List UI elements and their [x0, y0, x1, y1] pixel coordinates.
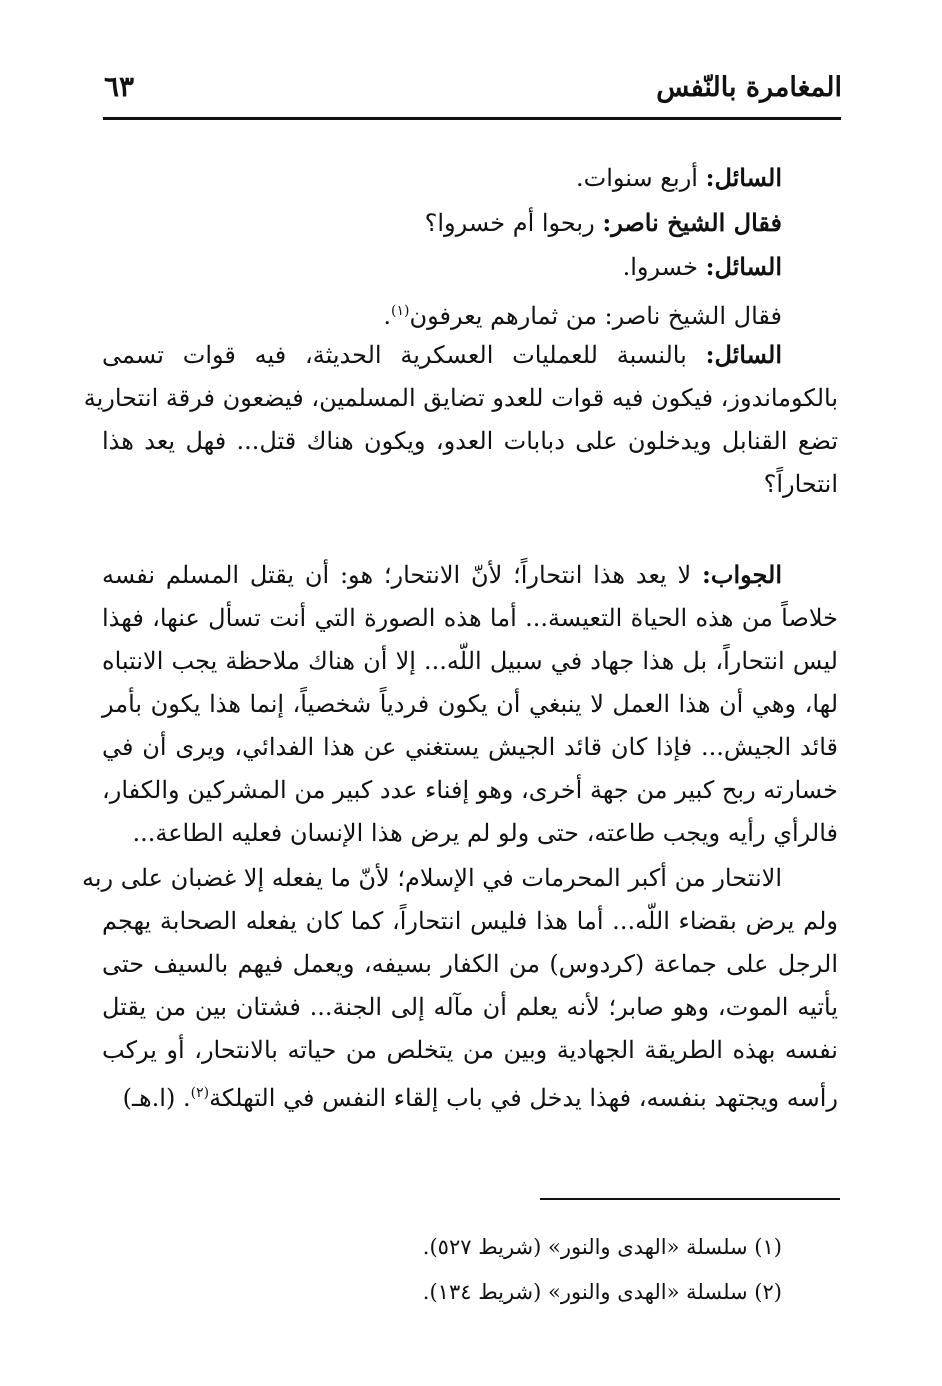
line-text: فقال الشيخ ناصر: من ثمارهم يعرفون — [409, 302, 782, 330]
line-text: . (ا.هـ) — [122, 1084, 191, 1112]
text-line — [102, 684, 838, 724]
footnote-divider — [540, 1198, 840, 1200]
text-line — [102, 421, 838, 461]
line-text: فالرأي رأيه ويجب طاعته، حتى ولو لم يرض هذا الإنسان فعليه الطاعة... — [132, 819, 838, 847]
line-text: خسارته ربح كبير من جهة أخرى، وهو إفناء عدد كبير من المشركين والكفار، — [102, 776, 838, 804]
text-line — [102, 555, 838, 595]
line-text: خلاصاً من هذه الحياة التعيسة... أما هذه الصورة التي أنت تسأل عنها، فهذا — [102, 604, 838, 632]
line-text: قائد الجيش... فإذا كان قائد الجيش يستغني عن هذا الفدائي، ويرى أن في — [102, 733, 838, 761]
text-line — [425, 203, 782, 243]
line-text: نفسه بهذه الطريقة الجهادية وبين من يتخلص من حياته بالانتحار، أو يركب — [102, 1036, 838, 1064]
line-text: لها، وهي أن هذا العمل لا ينبغي أن يكون فردياً شخصياً، إنما هذا يكون بأمر — [102, 690, 838, 718]
speaker-label: السائل: — [705, 163, 782, 192]
speaker-label: السائل: — [705, 252, 782, 281]
text-line — [576, 158, 782, 198]
text-line — [102, 770, 838, 810]
footnote-marker: (١) — [390, 303, 410, 319]
text-line — [102, 944, 838, 984]
line-text: لا يعد هذا انتحاراً؛ لأنّ الانتحار؛ هو: أن يقتل المسلم نفسه — [102, 561, 702, 589]
line-text: رأسه ويجتهد بنفسه، فهذا يدخل في باب إلقاء النفس في التهلكة — [209, 1084, 838, 1112]
text-line — [102, 598, 838, 638]
text-line — [123, 1073, 838, 1118]
speaker-label: السائل: — [705, 340, 782, 369]
line-text: بالكوماندوز، فيكون فيه قوات للعدو تضايق المسلمين، فيضعون فرقة انتحارية — [83, 384, 838, 412]
footnote: (١) سلسلة «الهدى والنور» (شريط ٥٢٧). — [422, 1235, 782, 1259]
text-line — [83, 378, 838, 418]
text-line — [132, 813, 838, 853]
line-text: ربحوا أم خسروا؟ — [424, 209, 603, 237]
line-text: أربع سنوات. — [575, 164, 706, 192]
text-line — [81, 858, 838, 898]
footnote: (٢) سلسلة «الهدى والنور» (شريط ١٣٤). — [422, 1280, 782, 1304]
header-divider — [103, 117, 841, 120]
line-text: . — [383, 302, 391, 330]
line-text: ولم يرض بقضاء اللّه... أما هذا فليس انتحاراً، كما كان يفعله الصحابة يهجم — [102, 907, 838, 935]
line-text: انتحاراً؟ — [763, 470, 838, 498]
line-text: بالنسبة للعمليات العسكرية الحديثة، فيه قوات تسمى — [102, 341, 706, 369]
text-line — [102, 987, 838, 1027]
line-text: خسروا. — [622, 253, 706, 281]
text-line — [764, 464, 838, 504]
footnote-marker: (٢) — [190, 1085, 210, 1101]
text-line — [102, 901, 838, 941]
line-text: ليس انتحاراً، بل هذا جهاد في سبيل اللّه... إلا أن هناك ملاحظة يجب الانتباه — [102, 647, 838, 675]
text-line — [383, 291, 782, 336]
text-line — [102, 641, 838, 681]
text-line — [102, 727, 838, 767]
line-text: الرجل على جماعة (كردوس) من الكفار بسيفه، ويعمل فيهم بالسيف حتى — [102, 950, 838, 978]
line-text: الانتحار من أكبر المحرمات في الإسلام؛ لأنّ ما يفعله إلا غضبان على ربه — [81, 864, 782, 892]
page-number: ٦٣ — [104, 70, 135, 103]
text-line — [623, 247, 782, 287]
speaker-label: فقال الشيخ ناصر: — [602, 208, 782, 237]
text-line — [102, 1030, 838, 1070]
text-line — [102, 335, 838, 375]
answer-label: الجواب: — [702, 560, 782, 589]
line-text: تضع القنابل ويدخلون على دبابات العدو، ويكون هناك قتل... فهل يعد هذا — [102, 427, 839, 455]
running-header-title: المغامرة بالنّفس — [656, 72, 842, 103]
line-text: يأتيه الموت، وهو صابر؛ لأنه يعلم أن مآله إلى الجنة... فشتان بين من يقتل — [102, 993, 838, 1021]
